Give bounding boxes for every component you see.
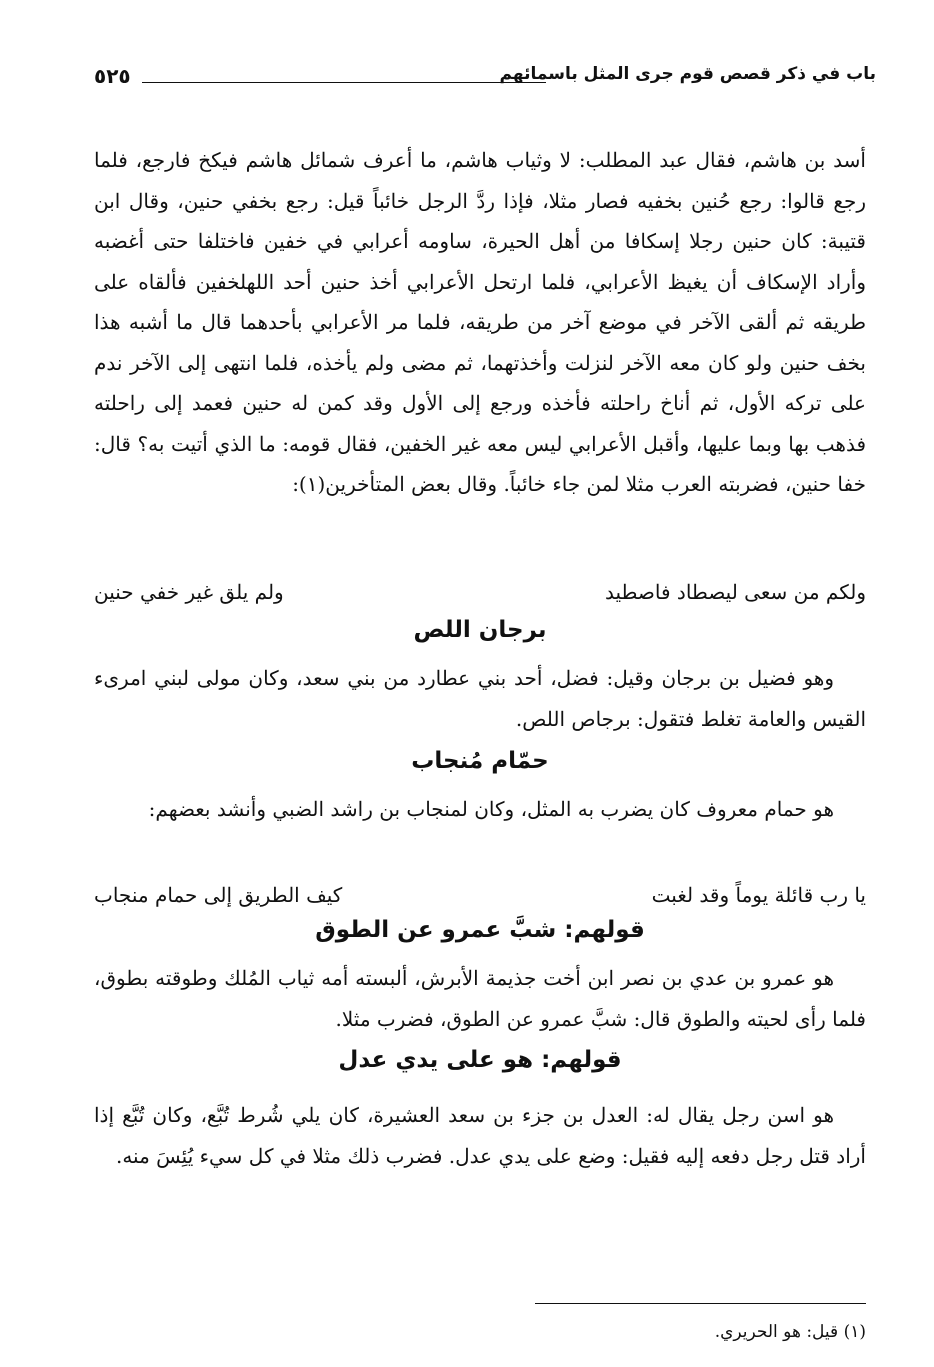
verse-second-hemistich: ولم يلق غير خفي حنين: [94, 580, 284, 604]
page-number: ٥٢٥: [94, 64, 131, 88]
section-paragraph: وهو فضيل بن برجان وقيل: فضل، أحد بني عطارد من بني سعد، وكان مولى لبني امرىء القيس والعامة تغلط فتقول: برجاص اللص.: [94, 666, 866, 731]
header-rule: [142, 82, 546, 83]
section-heading: قولهم: شبَّ عمرو عن الطوق: [315, 917, 645, 943]
paragraph-khuffay-hunayn: أسد بن هاشم، فقال عبد المطلب: لا وثياب هاشم، ما أعرف شمائل هاشم فيكخ فارجع، فلما رجع قالوا: رجع حُنين بخفيه فصار مثلا، فإذا ردَّ الرجل خائباً قيل: رجع بخفي حنين، وقال ابن قتيبة: كان حنين رجلا إسكافا من أهل الحيرة، ساومه أعرابي في خفين فاختلفا حتى أغضبه وأراد الإسكاف أن يغيظ الأعرابي، فلما ارتحل الأعرابي أخذ حنين أحد اللهلخفين فألقاه على طريقه ثم ألقى الآخر في موضع آخر من طريقه، فلما مر الأعرابي بأحدهما قال ما أشبه هذا بخف حنين ولو كان معه الآخر لنزلت وأخذتهما، ثم مضى ولم يأخذه، فلما انتهى إلى الآخر ندم على تركه الأول، ثم أناخ راحلته فأخذه ورجع إلى الأول وقد كمن له حنين فعمد إلى راحلته فذهب بها وبما عليها، وأقبل الأعرابي ليس معه غير الخفين، فقال قومه: ما الذي أتيت به؟ قال: خفا حنين، فضربته العرب مثلا لمن جاء خائباً. وقال بعض المتأخرين(١):: [94, 148, 866, 496]
section-paragraph: هو اسن رجل يقال له: العدل بن جزء بن سعد العشيرة، كان يلي شُرط تُبَّع، وكان تُبَّع إذا أراد قتل رجل دفعه إليه فقيل: وضع على يدي عدل. فضرب ذلك مثلا في كل سيء يُئِسَ منه.: [94, 1103, 866, 1168]
chapter-title: باب في ذكر قصص قوم جرى المثل باسمائهم: [499, 64, 876, 84]
footnote: (١) قيل: هو الحريري.: [714, 1322, 866, 1342]
verse-first-hemistich: يا رب قائلة يوماً وقد لغبت: [651, 883, 866, 907]
section-heading: قولهم: هو على يدي عدل: [338, 1047, 622, 1073]
verse-line: [94, 574, 866, 614]
section-heading: حمّام مُنجاب: [411, 748, 549, 774]
verse-line: [94, 877, 866, 917]
footnote-rule: [535, 1303, 866, 1304]
section-paragraph: هو حمام معروف كان يضرب به المثل، وكان لمنجاب بن راشد الضبي وأنشد بعضهم:: [148, 797, 834, 821]
section-paragraph: هو عمرو بن عدي بن نصر ابن أخت جذيمة الأبرش، ألبسته أمه ثياب المُلك وطوقته بطوق، فلما رأى لحيته والطوق قال: شبَّ عمرو عن الطوق، فضرب مثلا.: [94, 966, 866, 1031]
section-heading: برجان اللص: [413, 617, 547, 643]
verse-second-hemistich: كيف الطريق إلى حمام منجاب: [94, 883, 343, 907]
page-header: [94, 58, 876, 92]
verse-first-hemistich: ولكم من سعى ليصطاد فاصطيد: [604, 580, 866, 604]
